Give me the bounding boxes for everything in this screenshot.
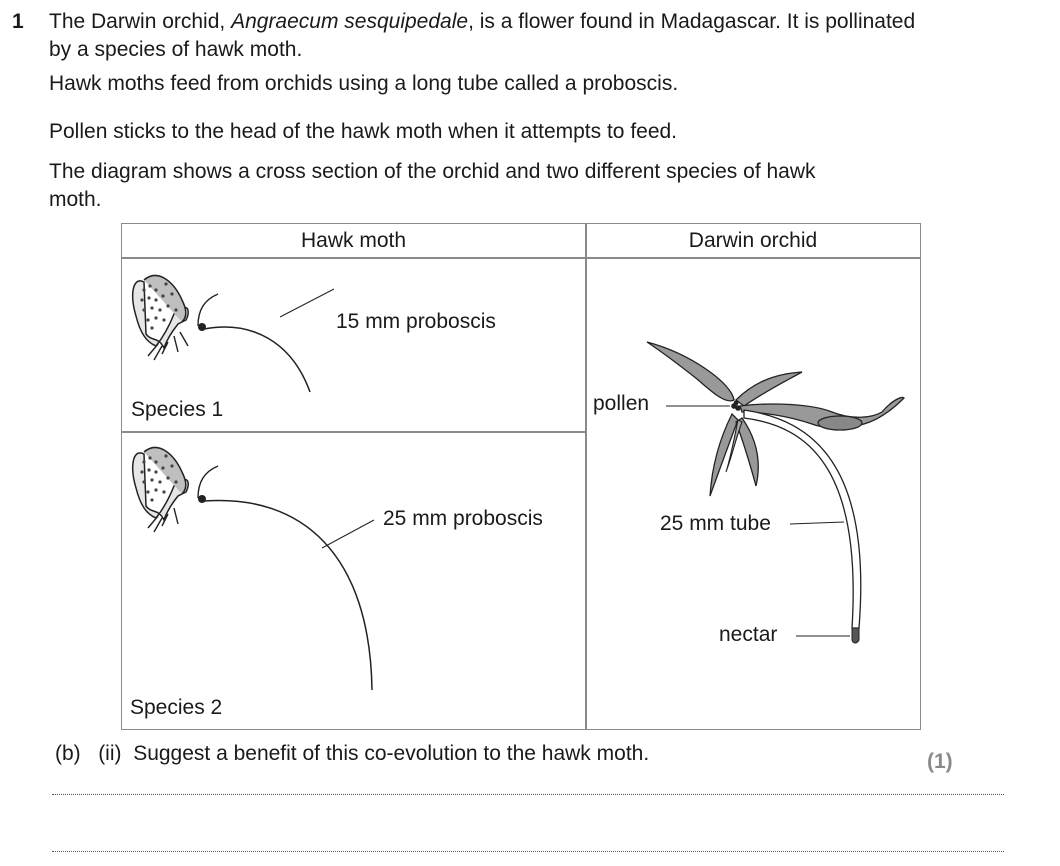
orchid-illustration xyxy=(647,342,904,643)
diagram-table xyxy=(121,223,921,730)
question-number: 1 xyxy=(12,10,24,33)
answer-line-2[interactable] xyxy=(52,851,1004,852)
tube-label: 25 mm tube xyxy=(660,512,771,535)
diagram-intro-paragraph: The diagram shows a cross section of the orchid and two different species of hawk moth. xyxy=(49,160,816,211)
proboscis-paragraph: Hawk moths feed from orchids using a long tube called a proboscis. xyxy=(49,72,679,95)
intro-text-after: , is a flower found in Madagascar. It is pollinated by a species of hawk moth. xyxy=(49,10,916,61)
species-name: Angraecum sesquipedale xyxy=(231,10,469,33)
species1-moth-illustration xyxy=(133,276,334,392)
question-text: Suggest a benefit of this co-evolution to the hawk moth. xyxy=(133,742,650,765)
part-letter: (b) xyxy=(55,742,81,765)
hawk-moth-column-header: Hawk moth xyxy=(300,229,407,252)
pollen-label: pollen xyxy=(593,392,650,415)
part-question xyxy=(55,742,649,766)
intro-paragraph xyxy=(49,8,929,64)
species1-proboscis-label: 15 mm proboscis xyxy=(336,310,496,333)
species2-moth-illustration xyxy=(133,448,374,690)
pollen-paragraph: Pollen sticks to the head of the hawk moth when it attempts to feed. xyxy=(49,120,678,143)
species2-label: Species 2 xyxy=(130,696,223,719)
subpart-number: (ii) xyxy=(98,742,122,765)
species2-proboscis-label: 25 mm proboscis xyxy=(383,507,543,530)
orchid-column-header: Darwin orchid xyxy=(688,229,818,252)
species1-label: Species 1 xyxy=(131,398,224,421)
nectar-label: nectar xyxy=(719,623,778,646)
marks-indicator: (1) xyxy=(927,750,953,773)
intro-text-before: The Darwin orchid, xyxy=(49,10,232,33)
diagram-illustrations xyxy=(122,224,920,729)
answer-line-1[interactable] xyxy=(52,794,1004,795)
